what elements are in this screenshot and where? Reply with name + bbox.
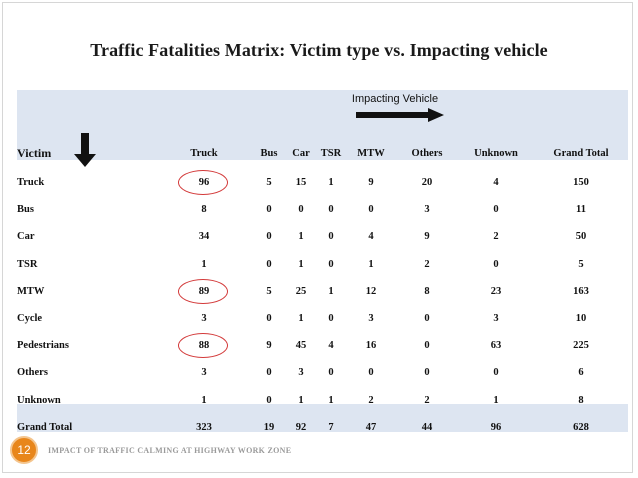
table-cell: 225 (573, 340, 589, 352)
table-cell: 0 (493, 258, 499, 270)
down-arrow-icon (74, 133, 96, 167)
table-cell: 1 (201, 394, 207, 406)
table-cell: 9 (266, 340, 272, 352)
table-cell: 3 (424, 204, 430, 216)
table-cell: 0 (328, 313, 334, 324)
table-cell: 2 (424, 258, 430, 270)
table-row (17, 228, 628, 248)
table-cell: 3 (201, 367, 207, 379)
table-cell: 163 (573, 285, 589, 297)
table-row (17, 337, 628, 357)
table-cell: 50 (575, 231, 587, 243)
table-cell: 0 (328, 367, 334, 379)
table-row (17, 256, 628, 276)
table-row (17, 310, 628, 330)
table-cell: 6 (578, 367, 584, 379)
table-row (17, 283, 628, 303)
table-cell: 89 (198, 285, 210, 297)
table-cell: 150 (573, 177, 589, 188)
table-cell: 8 (424, 285, 430, 297)
right-arrow-icon (356, 108, 444, 122)
column-header: Car (292, 148, 310, 159)
table-cell: 1 (493, 394, 499, 406)
table-cell: 9 (424, 231, 430, 243)
table-cell: 88 (198, 340, 210, 352)
table-cell: 16 (365, 340, 377, 352)
table-row (17, 364, 628, 384)
footer-text: IMPACT OF TRAFFIC CALMING AT HIGHWAY WORK ZONE (48, 446, 292, 455)
row-label: Car (17, 231, 35, 243)
table-cell: 0 (424, 313, 430, 324)
table-cell: 3 (368, 313, 374, 324)
table-cell: 5 (266, 177, 272, 188)
table-cell: 96 (490, 421, 502, 433)
table-cell: 0 (266, 231, 272, 243)
table-cell: 0 (368, 367, 374, 379)
table-cell: 3 (493, 313, 499, 324)
table-row (17, 419, 628, 439)
row-label: Grand Total (17, 421, 73, 433)
table-cell: 12 (365, 285, 377, 297)
column-header: Grand Total (553, 148, 609, 159)
row-label: Others (17, 367, 48, 379)
row-label: MTW (17, 285, 45, 297)
table-cell: 0 (424, 340, 430, 352)
column-header: TSR (320, 148, 342, 159)
table-cell: 7 (328, 421, 334, 433)
table-cell: 0 (368, 204, 374, 216)
table-cell: 8 (578, 394, 584, 406)
table-cell: 0 (266, 258, 272, 270)
highlight-circle (178, 279, 228, 304)
table-cell: 5 (266, 285, 272, 297)
table-cell: 0 (424, 367, 430, 379)
table-cell: 8 (201, 204, 207, 216)
highlight-circle (178, 333, 228, 358)
row-label: Pedestrians (17, 340, 69, 352)
column-header: Unknown (474, 148, 518, 159)
table-cell: 1 (201, 258, 207, 270)
table-cell: 63 (490, 340, 502, 352)
table-cell: 0 (298, 204, 304, 216)
victim-header: Victim (17, 146, 52, 160)
table-cell: 0 (493, 204, 499, 216)
table-cell: 10 (575, 313, 587, 324)
table-row (17, 201, 628, 221)
slide-number-badge: 12 (10, 436, 38, 464)
table-cell: 0 (328, 231, 334, 243)
table-cell: 2 (424, 394, 430, 406)
table-row (17, 174, 628, 194)
table-cell: 92 (295, 421, 307, 433)
table-cell: 19 (263, 421, 275, 433)
table-cell: 1 (298, 394, 304, 406)
table-cell: 1 (298, 258, 304, 270)
table-cell: 15 (295, 177, 307, 188)
table-cell: 0 (493, 367, 499, 379)
table-row (17, 392, 628, 412)
table-cell: 0 (328, 204, 334, 216)
table-cell: 0 (266, 367, 272, 379)
table-cell: 1 (298, 313, 304, 324)
table-cell: 34 (198, 231, 210, 243)
column-header: Truck (190, 148, 218, 159)
table-cell: 1 (328, 285, 334, 297)
table-cell: 0 (266, 313, 272, 324)
highlight-circle (178, 170, 228, 195)
table-cell: 23 (490, 285, 502, 297)
table-cell: 47 (365, 421, 377, 433)
table-cell: 2 (368, 394, 374, 406)
table-cell: 9 (368, 177, 374, 188)
table-cell: 5 (578, 258, 584, 270)
table-cell: 2 (493, 231, 499, 243)
table-cell: 96 (198, 177, 210, 188)
table-cell: 0 (266, 394, 272, 406)
table-cell: 1 (328, 177, 334, 188)
table-cell: 1 (328, 394, 334, 406)
table-cell: 4 (493, 177, 499, 188)
table-cell: 3 (201, 313, 207, 324)
row-label: TSR (17, 258, 38, 270)
row-label: Bus (17, 204, 34, 216)
fatalities-matrix-table (17, 90, 628, 432)
table-cell: 323 (196, 421, 212, 433)
table-cell: 3 (298, 367, 304, 379)
table-cell: 20 (421, 177, 433, 188)
column-header: MTW (357, 148, 385, 159)
table-cell: 11 (576, 204, 586, 216)
table-cell: 25 (295, 285, 307, 297)
table-cell: 1 (298, 231, 304, 243)
table-cell: 4 (368, 231, 374, 243)
table-cell: 44 (421, 421, 433, 433)
table-cell: 45 (295, 340, 307, 352)
table-cell: 4 (328, 340, 334, 352)
row-label: Truck (17, 177, 45, 188)
table-cell: 0 (266, 204, 272, 216)
row-label: Cycle (17, 313, 43, 324)
table-cell: 628 (573, 421, 589, 433)
impacting-vehicle-label: Impacting Vehicle (351, 93, 439, 105)
slide-title: Traffic Fatalities Matrix: Victim type vs. Impacting vehicle (90, 40, 548, 60)
column-header: Bus (260, 148, 278, 159)
table-cell: 0 (328, 258, 334, 270)
column-header: Others (411, 148, 443, 159)
table-cell: 1 (368, 258, 374, 270)
row-label: Unknown (17, 394, 61, 406)
